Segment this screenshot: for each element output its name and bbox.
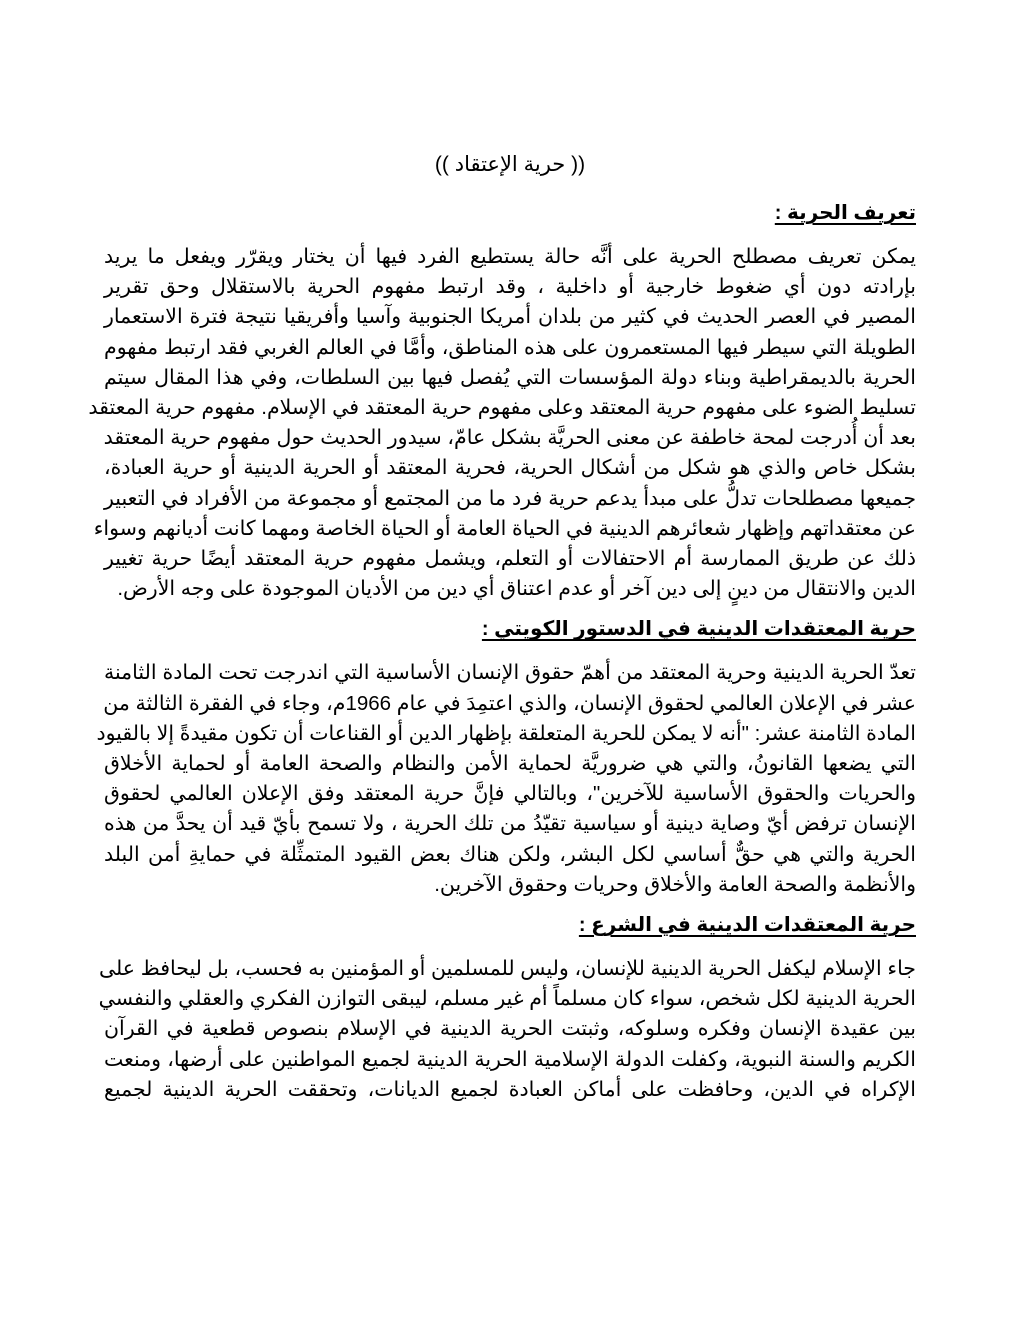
section-heading-kuwaiti-constitution: حرية المعتقدات الدينية في الدستور الكويتي : [481,618,916,641]
paragraph-line: بعد أن أُدرجت لمحة خاطفة عن معنى الحريَّة بشكل عامّ، سيدور الحديث حول مفهوم حرية المعتقد [103,426,916,450]
section-paragraph-kuwaiti-constitution [96,658,916,900]
paragraph-line: الإكراه في الدين، وحافظت على أماكن العبادة لجميع الديانات، وتحققت الحرية الدينية لجميع [104,1077,916,1101]
paragraph-line: ذلك عن طريق الممارسة أم الاحتفالات أو التعلم، ويشمل مفهوم حرية المعتقد أيضًا حرية تغيير [104,547,916,571]
paragraph-line: الكريم والسنة النبوية، وكفلت الدولة الإسلامية الحرية الدينية لجميع المواطنين على أرضها، ومنعت [104,1047,916,1071]
paragraph-line: يمكن تعريف مصطلح الحرية على أنَّه حالة يستطيع الفرد فيها أن يختار ويقرّر ويفعل ما يريد [104,245,916,268]
paragraph-line: تسليط الضوء على مفهوم حرية المعتقد وعلى مفهوم حرية المعتقد في الإسلام. مفهوم حرية المعتقد [88,396,916,420]
document-title: (( حرية الإعتقاد )) [434,153,586,176]
paragraph-line: الدين والانتقال من دينٍ إلى دين آخر أو عدم اعتناق أي دين من الأديان الموجودة على وجه الأرض. [117,577,916,601]
paragraph-line: جميعها مصطلحات تدلُّ على مبدأ يدعم حرية فرد ما من المجتمع أو مجموعة من الأفراد في التعبير [104,486,916,510]
paragraph-line: بشكل خاص والذي هو شكل من أشكال الحرية، فحرية المعتقد أو الحرية الدينية أو حرية العبادة، [104,456,916,480]
paragraph-line: جاء الإسلام ليكفل الحرية الدينية للإنسان، وليس للمسلمين أو المؤمنين به فحسب، بل ليحافظ على [98,957,916,981]
paragraph-line: الإنسان ترفض أيّ وصاية دينية أو سياسية تقيّدُ من تلك الحرية ، ولا تسمح بأيّ قيد أن يحدَّ من هذه [104,812,916,836]
paragraph-line: تعدّ الحرية الدينية وحرية المعتقد من أهمّ حقوق الإنسان الأساسية التي اندرجت تحت المادة الثامنة [104,661,916,685]
paragraph-line: المصير في العصر الحديث في كثير من بلدان أمريكا الجنوبية وآسيا وأفريقيا نتيجة فترة الاستعمار [104,305,916,329]
paragraph-line: والحريات والحقوق الأساسية للآخرين"، وبالتالي فإنَّ حرية المعتقد وفق الإعلان العالمي لحقوق [104,782,916,806]
paragraph-line: المادة الثامنة عشر: "أنه لا يمكن للحرية المتعلقة بإظهار الدين أو القناعات أن تكون مقيدةً إلا بالقيود [96,721,916,745]
paragraph-line: بين عقيدة الإنسان وفكره وسلوكه، وثبتت الحرية الدينية في الإسلام بنصوص قطعية في القرآن [104,1017,916,1041]
section-heading-sharia: حرية المعتقدات الدينية في الشرع : [578,914,916,937]
paragraph-line: التي يضعها القانونُ، والتي هي ضروريَّة لحماية الأمن والنظام والصحة العامة أو لحماية الأخلاق [104,752,916,776]
document-page [88,150,916,1115]
paragraph-line: الطويلة التي سيطر فيها المستعمرون على هذه المناطق، وأمَّا في العالم الغربي فقد ارتبط مفهوم [104,335,916,359]
section-paragraph-sharia [98,954,916,1105]
paragraph-line: عشر في الإعلان العالمي لحقوق الإنسان، والذي اعتمِدَ في عام 1966م، وجاء في الفقرة الثالثة من [103,691,916,715]
paragraph-line: والأنظمة والصحة العامة والأخلاق وحريات وحقوق الآخرين. [434,872,916,896]
section-paragraph-definition [88,242,916,604]
paragraph-line: عن معتقداتهم وإظهار شعائرهم الدينية في الحياة العامة أو الحياة الخاصة ومهما كانت أديانهم وسواء [93,516,916,540]
section-heading-definition: تعريف الحرية : [774,202,916,224]
paragraph-line: الحرية الدينية لكل شخص، سواء كان مسلماً أم غير مسلم، ليبقى التوازن الفكري والعقلي والنفسي [98,987,916,1011]
paragraph-line: بإرادته دون أي ضغوط خارجية أو داخلية ، وقد ارتبط مفهوم الحرية بالاستقلال وحق تقرير [104,275,916,299]
paragraph-line: الحرية والتي هي حقٌّ أساسي لكل البشر، ولكن هناك بعض القيود المتمثِّلة في حمايةِ أمن البلد [104,842,916,866]
paragraph-line: الحرية بالديمقراطية وبناء دولة المؤسسات التي يُفصل فيها بين السلطات، وفي هذا المقال سيتم [104,365,916,389]
